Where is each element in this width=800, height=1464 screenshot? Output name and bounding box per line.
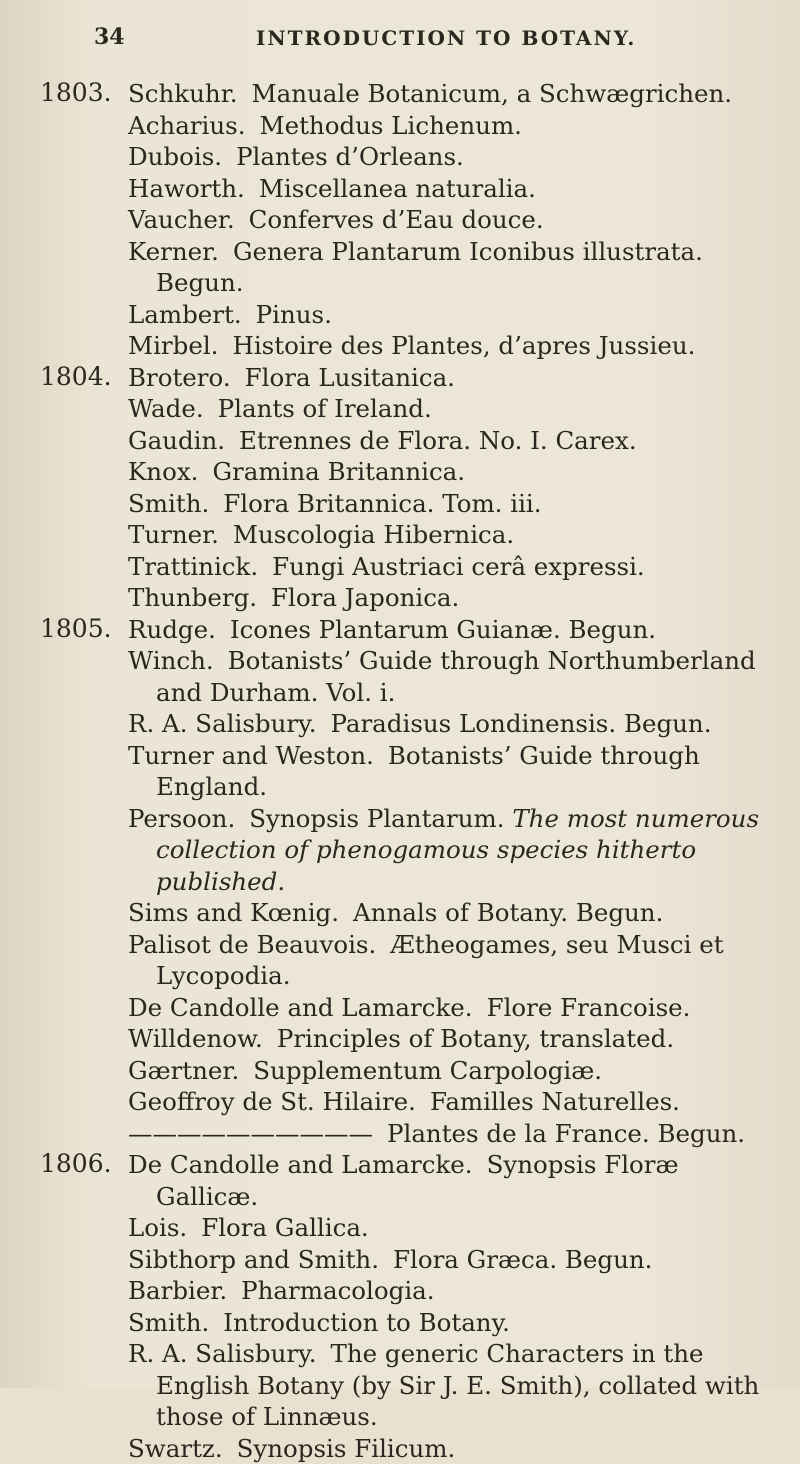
entry-title: Paradisus Londinensis. Begun.	[330, 709, 711, 738]
entry-author: Haworth.	[128, 174, 245, 203]
list-item	[128, 110, 778, 142]
entry-title: Flora Lusitanica.	[245, 363, 455, 392]
entry-title: Histoire des Plantes, d’apres Jussieu.	[232, 331, 695, 360]
entry-author: Kerner.	[128, 237, 219, 266]
entry-title: Familles Naturelles.	[430, 1087, 680, 1116]
list-item	[128, 992, 778, 1024]
running-head: INTRODUCTION TO BOTANY.	[256, 26, 636, 50]
entry-title: Pharmacologia.	[241, 1276, 434, 1305]
entry-author: Willdenow.	[128, 1024, 263, 1053]
year-label: 1806.	[40, 1149, 120, 1178]
list-item	[128, 330, 778, 362]
entry-title: Flora Gallica.	[201, 1213, 369, 1242]
entry-title: Ætheogames, seu Musci et Lycopodia.	[156, 930, 724, 991]
entry-author: Turner and Weston.	[128, 741, 374, 770]
entry-title: Flora Græca. Begun.	[393, 1245, 652, 1274]
entry-title: Principles of Botany, translated.	[277, 1024, 674, 1053]
entry-title: Icones Plantarum Guianæ. Begun.	[230, 615, 656, 644]
entry-title: Gramina Britannica.	[212, 457, 465, 486]
entry-author: Vaucher.	[128, 205, 235, 234]
entry-list	[128, 78, 778, 362]
entry-title: Botanists’ Guide through Northumberland and Durham. Vol. i.	[156, 646, 756, 707]
entry-author: Lambert.	[128, 300, 242, 329]
entry-author: Smith.	[128, 1308, 209, 1337]
year-block-1804	[0, 362, 800, 614]
entry-author: Smith.	[128, 489, 209, 518]
page-number: 34	[94, 24, 125, 50]
entry-title: Genera Plantarum Iconibus illustrata. Begun.	[156, 237, 703, 298]
list-item	[128, 897, 778, 929]
list-item	[128, 1023, 778, 1055]
entry-author: Swartz.	[128, 1434, 223, 1463]
entry-author: Lois.	[128, 1213, 187, 1242]
entry-note: The most numerous collection of phenogamous species hitherto published.	[156, 804, 759, 896]
entry-list	[128, 614, 778, 1150]
entries-body	[0, 78, 800, 1464]
list-item	[128, 1307, 778, 1339]
list-item	[128, 582, 778, 614]
entry-author: De Candolle and Lamarcke.	[128, 1150, 473, 1179]
list-item	[128, 173, 778, 205]
entry-title: Conferves d’Eau douce.	[249, 205, 544, 234]
entry-author: Schkuhr.	[128, 79, 238, 108]
list-item	[128, 1212, 778, 1244]
entry-author: Dubois.	[128, 142, 222, 171]
entry-author: Acharius.	[128, 111, 246, 140]
entry-title: Plantes d’Orleans.	[236, 142, 464, 171]
list-item	[128, 645, 778, 708]
entry-author: Gaudin.	[128, 426, 225, 455]
list-item	[128, 614, 778, 646]
entry-author: Rudge.	[128, 615, 216, 644]
entry-author: Wade.	[128, 394, 204, 423]
list-item	[128, 488, 778, 520]
entry-author: Winch.	[128, 646, 214, 675]
entry-author: Thunberg.	[128, 583, 257, 612]
list-item	[128, 1086, 778, 1118]
entry-author: Geoffroy de St. Hilaire.	[128, 1087, 416, 1116]
list-item	[128, 1338, 778, 1433]
entry-list	[128, 1149, 778, 1464]
entry-title: Plantes de la France. Begun.	[387, 1119, 745, 1148]
list-item	[128, 1244, 778, 1276]
year-block-1803	[0, 78, 800, 362]
entry-author: Turner.	[128, 520, 219, 549]
list-item	[128, 551, 778, 583]
list-item	[128, 803, 778, 898]
year-label: 1803.	[40, 78, 120, 107]
entry-title: Manuale Botanicum, a Schwægrichen.	[252, 79, 733, 108]
entry-title: Methodus Lichenum.	[260, 111, 522, 140]
entry-title: Fungi Austriaci cerâ expressi.	[272, 552, 645, 581]
entry-title: Plants of Ireland.	[218, 394, 432, 423]
entry-author: Brotero.	[128, 363, 231, 392]
page-header	[0, 24, 800, 64]
list-item	[128, 708, 778, 740]
year-label: 1804.	[40, 362, 120, 391]
entry-title: Introduction to Botany.	[223, 1308, 510, 1337]
list-item	[128, 425, 778, 457]
entry-title: Etrennes de Flora. No. I. Carex.	[239, 426, 637, 455]
list-item	[128, 299, 778, 331]
entry-title: Annals of Botany. Begun.	[353, 898, 663, 927]
list-item	[128, 362, 778, 394]
list-item	[128, 1055, 778, 1087]
entry-title: Pinus.	[256, 300, 332, 329]
entry-title: Supplementum Carpologiæ.	[253, 1056, 602, 1085]
entry-author: Gærtner.	[128, 1056, 239, 1085]
list-item	[128, 236, 778, 299]
entry-title: Synopsis Filicum.	[237, 1434, 456, 1463]
entry-author-dash: ——————————	[128, 1119, 373, 1148]
list-item	[128, 78, 778, 110]
year-block-1806	[0, 1149, 800, 1464]
list-item	[128, 740, 778, 803]
entry-author: Trattinick.	[128, 552, 258, 581]
list-item	[128, 1149, 778, 1212]
list-item	[128, 1275, 778, 1307]
entry-title: The generic Characters in the English Botany (by Sir J. E. Smith), collated with those of Linnæus.	[156, 1339, 759, 1431]
entry-title: Muscologia Hibernica.	[233, 520, 514, 549]
entry-author: Sibthorp and Smith.	[128, 1245, 379, 1274]
entry-author: Persoon.	[128, 804, 235, 833]
list-item	[128, 1118, 778, 1150]
entry-author: Mirbel.	[128, 331, 218, 360]
entry-title: Synopsis Plantarum.	[249, 804, 504, 833]
list-item	[128, 393, 778, 425]
entry-author: R. A. Salisbury.	[128, 709, 316, 738]
entry-author: Knox.	[128, 457, 198, 486]
entry-author: Barbier.	[128, 1276, 227, 1305]
entry-title: Synopsis Floræ Gallicæ.	[156, 1150, 679, 1211]
year-block-1805	[0, 614, 800, 1150]
list-item	[128, 141, 778, 173]
list-item	[128, 519, 778, 551]
entry-author: Sims and Kœnig.	[128, 898, 339, 927]
entry-title: Miscellanea naturalia.	[259, 174, 536, 203]
entry-title: Botanists’ Guide through England.	[156, 741, 700, 802]
list-item	[128, 1433, 778, 1464]
entry-author: De Candolle and Lamarcke.	[128, 993, 473, 1022]
year-label: 1805.	[40, 614, 120, 643]
entry-title: Flora Japonica.	[271, 583, 459, 612]
list-item	[128, 929, 778, 992]
entry-author: R. A. Salisbury.	[128, 1339, 316, 1368]
list-item	[128, 204, 778, 236]
entry-title: Flore Francoise.	[487, 993, 691, 1022]
entry-author: Palisot de Beauvois.	[128, 930, 376, 959]
list-item	[128, 456, 778, 488]
entry-title: Flora Britannica. Tom. iii.	[223, 489, 541, 518]
entry-list	[128, 362, 778, 614]
